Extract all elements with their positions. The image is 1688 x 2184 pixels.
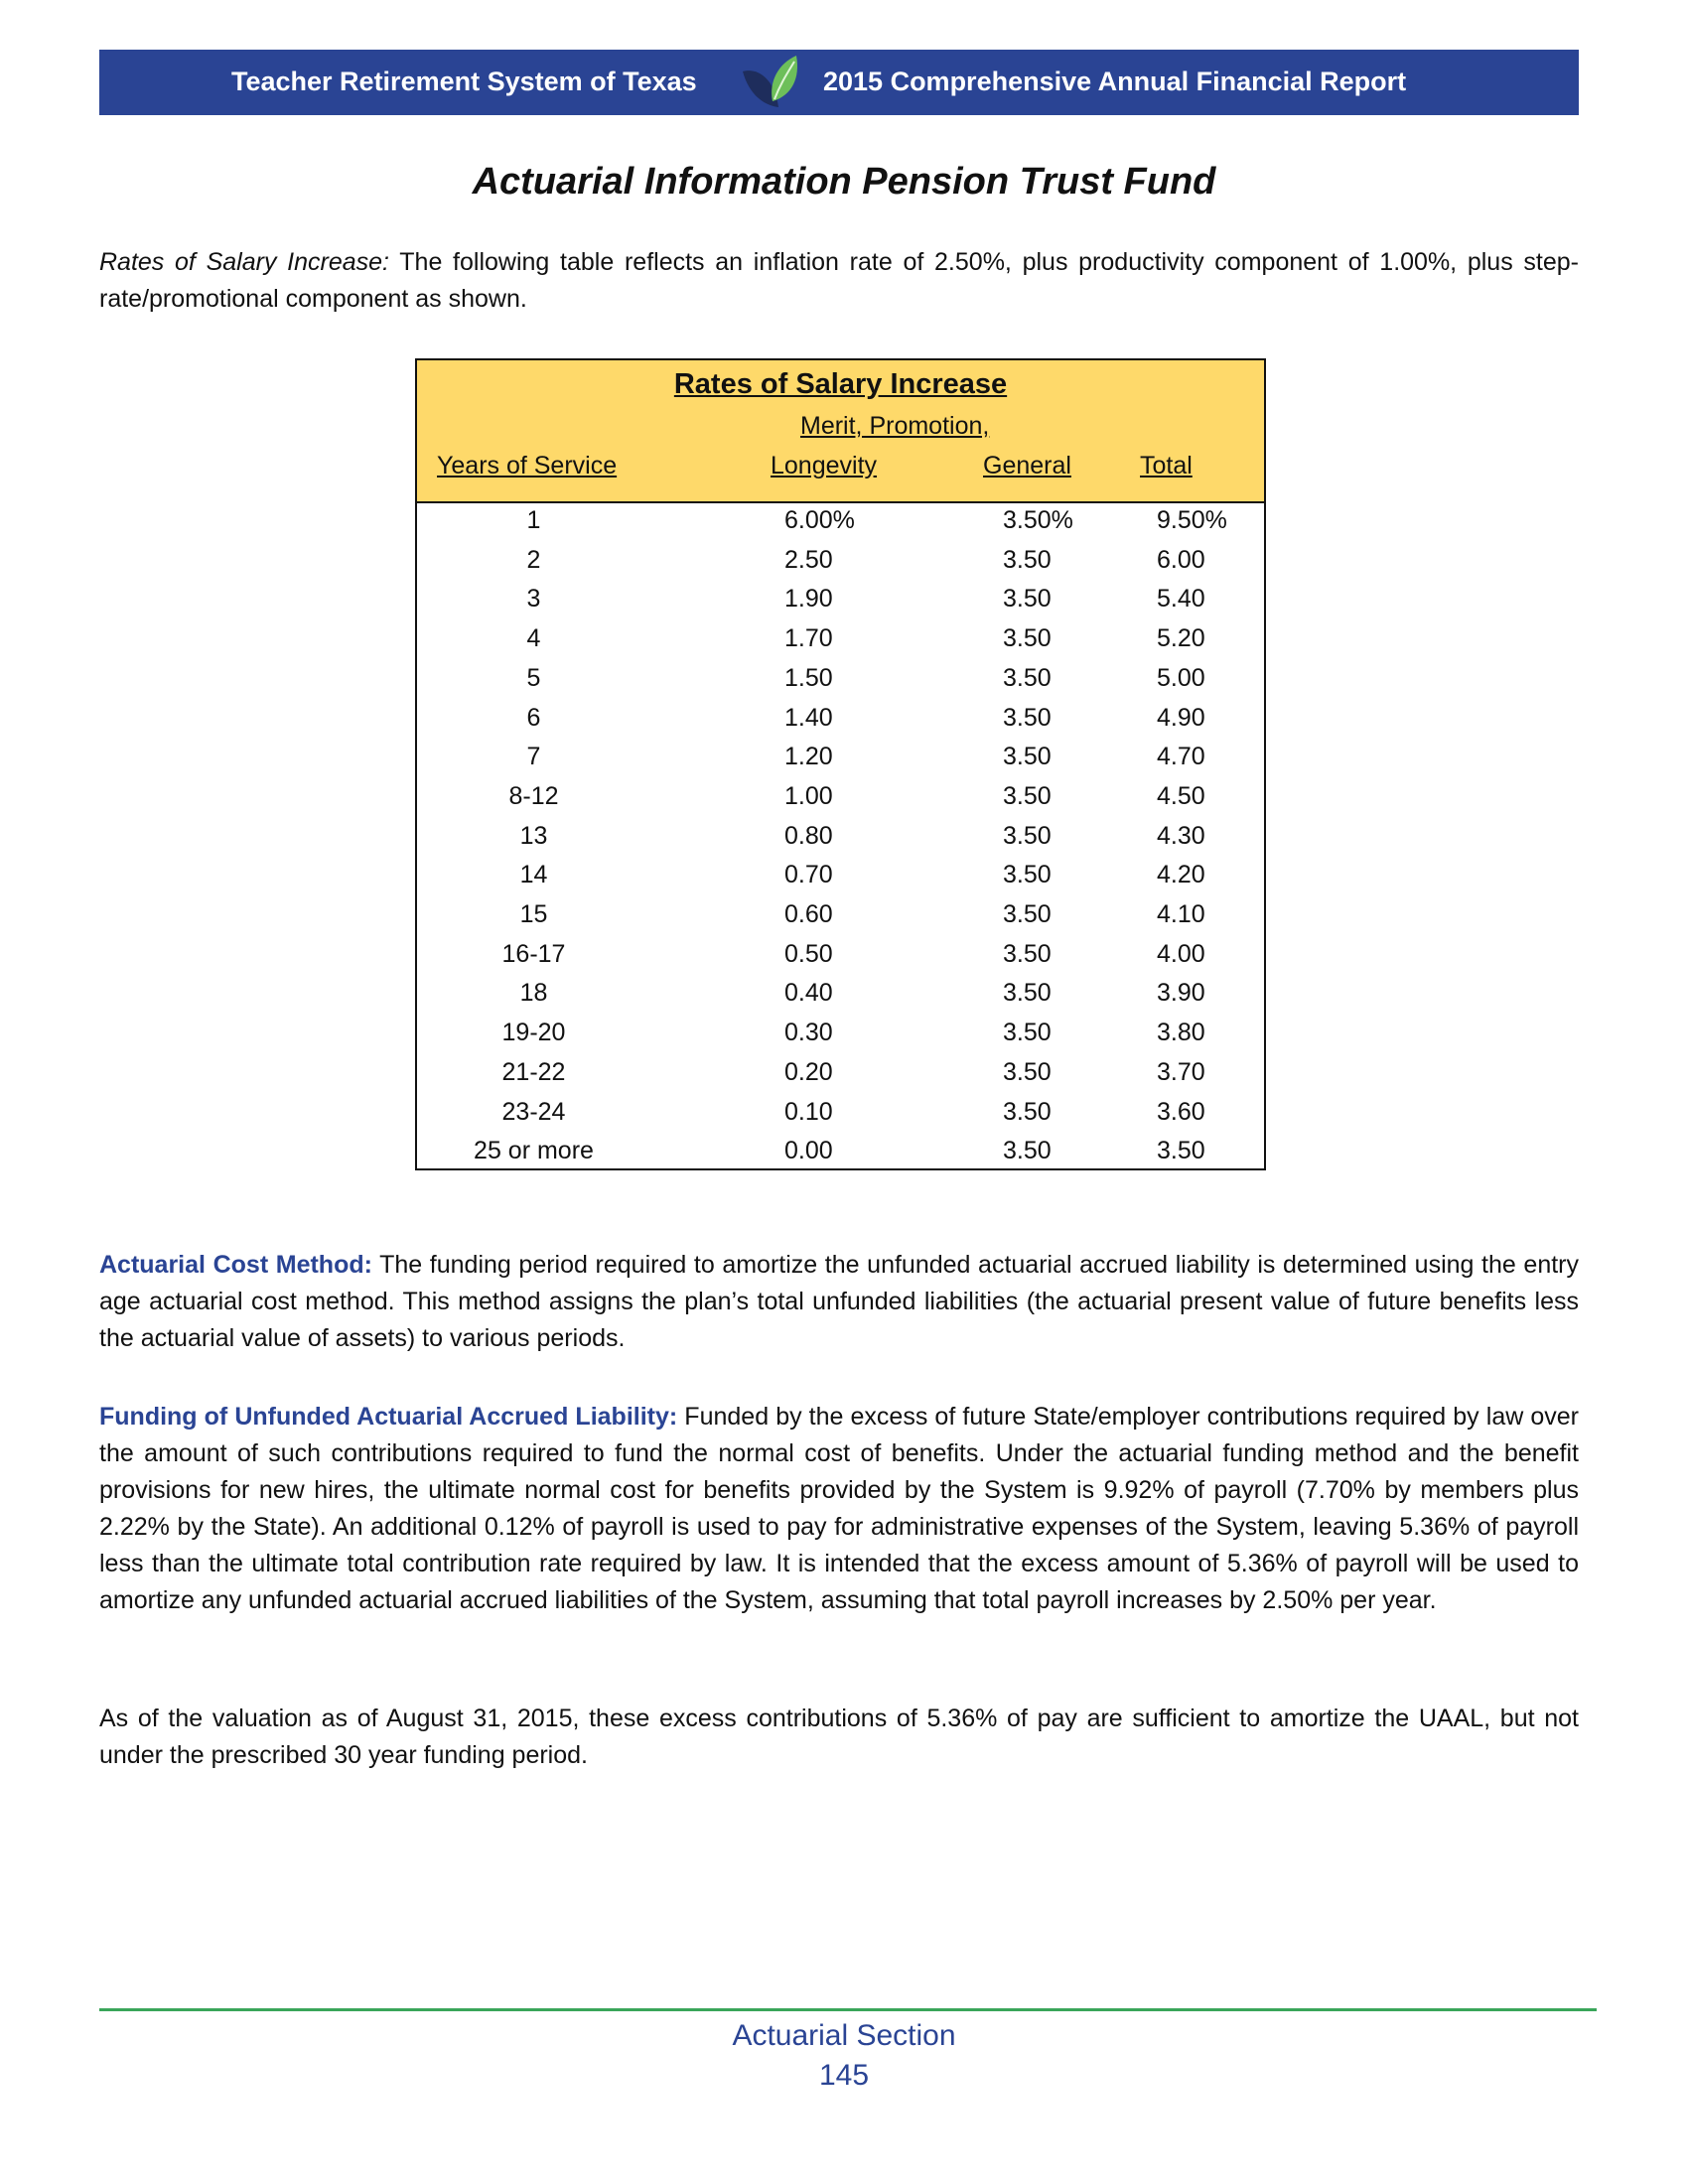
cell-total: 3.50 [1157,1137,1205,1165]
funding-heading: Funding of Unfunded Actuarial Accrued Liability: [99,1403,678,1431]
cell-merit: 1.50 [784,663,833,692]
cell-merit: 6.00% [784,506,855,534]
cell-general: 3.50 [1003,703,1052,732]
table-row [417,506,1264,546]
cell-years: 19-20 [501,1019,566,1047]
col-header-total: Total [1140,452,1193,479]
cell-merit: 0.70 [784,861,833,889]
intro-text: The following table reflects an inflation rate of 2.50%, plus productivity component of 1.00%, plus step-rate/promotional component as shown. [99,248,1579,313]
cell-years: 2 [526,545,541,574]
cost-method-text: The funding period required to amortize the unfunded actuarial accrued liability is determined using the entry age actuarial cost method. This method assigns the plan’s total unfunded liabilities (the actuarial present value of future benefits less the actuarial value of assets) to various periods. [99,1251,1579,1352]
cell-total: 5.40 [1157,585,1205,614]
banner-left-title: Teacher Retirement System of Texas [231,67,697,96]
table-caption: Rates of Salary Increase [673,368,1008,400]
cell-years: 21-22 [501,1057,566,1086]
table-row [417,1098,1264,1138]
table-row [417,1058,1264,1098]
table-row [417,822,1264,862]
cell-general: 3.50 [1003,821,1052,850]
cell-years: 4 [526,624,541,653]
cell-total: 5.20 [1157,624,1205,653]
col-header-merit-line2: Longevity [771,452,878,479]
table-row [417,585,1264,624]
table-row [417,782,1264,822]
cell-total: 4.90 [1157,703,1205,732]
cell-merit: 0.00 [784,1137,833,1165]
cell-total: 6.00 [1157,545,1205,574]
table-row [417,900,1264,940]
cell-years: 16-17 [501,939,566,968]
footer-section: Actuarial Section [732,2019,956,2052]
table-row [417,624,1264,664]
footer-rule [99,2008,1597,2011]
cell-merit: 0.40 [784,979,833,1008]
banner-right-title: 2015 Comprehensive Annual Financial Report [823,67,1407,96]
cell-general: 3.50 [1003,1057,1052,1086]
cost-method-heading: Actuarial Cost Method: [99,1251,372,1279]
col-header-merit-line1: Merit, Promotion, [800,412,990,440]
cell-years: 1 [526,506,541,534]
cell-total: 4.50 [1157,781,1205,810]
cell-general: 3.50 [1003,1137,1052,1165]
salary-increase-table [415,358,1266,1170]
cell-total: 5.00 [1157,663,1205,692]
header-banner [99,50,1579,115]
cell-merit: 2.50 [784,545,833,574]
table-row [417,940,1264,980]
cell-merit: 0.60 [784,900,833,928]
leaf-logo-icon [735,54,804,113]
cell-years: 23-24 [501,1097,566,1126]
cell-total: 3.60 [1157,1097,1205,1126]
cell-years: 18 [519,979,548,1008]
cell-total: 3.90 [1157,979,1205,1008]
cost-method-paragraph [99,1247,1579,1357]
cell-total: 4.10 [1157,900,1205,928]
table-row [417,743,1264,782]
cell-years: 13 [519,821,548,850]
cell-general: 3.50 [1003,1019,1052,1047]
table-row [417,1137,1264,1176]
cell-general: 3.50 [1003,663,1052,692]
cell-general: 3.50 [1003,1097,1052,1126]
table-row [417,664,1264,704]
cell-merit: 1.20 [784,743,833,771]
cell-general: 3.50 [1003,624,1052,653]
cell-total: 4.30 [1157,821,1205,850]
page-number: 145 [818,2059,870,2092]
col-header-general: General [983,452,1071,479]
valuation-note: As of the valuation as of August 31, 2015, these excess contributions of 5.36% of pay are sufficient to amortize the UAAL, but not under the prescribed 30 year funding period. [99,1705,1579,1769]
cell-years: 14 [519,861,548,889]
cell-total: 9.50% [1157,506,1227,534]
cell-merit: 1.40 [784,703,833,732]
cell-years: 7 [526,743,541,771]
cell-total: 4.20 [1157,861,1205,889]
cell-merit: 0.20 [784,1057,833,1086]
cell-years: 6 [526,703,541,732]
cell-total: 3.80 [1157,1019,1205,1047]
col-header-years: Years of Service [437,452,618,479]
cell-general: 3.50 [1003,585,1052,614]
cell-merit: 0.80 [784,821,833,850]
cell-years: 5 [526,663,541,692]
cell-merit: 1.70 [784,624,833,653]
cell-total: 4.00 [1157,939,1205,968]
cell-years: 25 or more [474,1137,594,1165]
cell-merit: 0.30 [784,1019,833,1047]
cell-general: 3.50 [1003,743,1052,771]
cell-merit: 0.50 [784,939,833,968]
table-row [417,704,1264,744]
table-header [417,360,1264,503]
table-row [417,546,1264,586]
cell-merit: 0.10 [784,1097,833,1126]
cell-general: 3.50 [1003,979,1052,1008]
funding-text: Funded by the excess of future State/employer contributions required by law over the amount of such contributions required to fund the normal cost of benefits. Under the actuarial funding method and the benefit provisions for new hires, the ultimate normal cost for benefits provided by the System is 9.92% of payroll (7.70% by members plus 2.22% by the State). An additional 0.12% of payroll is used to pay for administrative expenses of the System, leaving 5.36% of payroll less than the ultimate total contribution rate required by law. It is intended that the excess amount of 5.36% of payroll will be used to amortize any unfunded actuarial accrued liabilities of the System, assuming that total payroll increases by 2.50% per year. [99,1403,1580,1614]
cell-merit: 1.90 [784,585,833,614]
funding-paragraph [99,1399,1579,1619]
cell-general: 3.50 [1003,861,1052,889]
cell-general: 3.50 [1003,781,1052,810]
cell-years: 3 [526,585,541,614]
cell-merit: 1.00 [784,781,833,810]
cell-total: 4.70 [1157,743,1205,771]
table-row [417,861,1264,900]
intro-paragraph [99,244,1579,318]
table-row [417,979,1264,1019]
cell-general: 3.50% [1003,506,1073,534]
cell-years: 8-12 [508,781,559,810]
cell-general: 3.50 [1003,545,1052,574]
page-title: Actuarial Information Pension Trust Fund [472,161,1216,203]
intro-label: Rates of Salary Increase: [99,248,389,276]
cell-general: 3.50 [1003,939,1052,968]
cell-years: 15 [519,900,548,928]
cell-total: 3.70 [1157,1057,1205,1086]
cell-general: 3.50 [1003,900,1052,928]
table-row [417,1019,1264,1058]
